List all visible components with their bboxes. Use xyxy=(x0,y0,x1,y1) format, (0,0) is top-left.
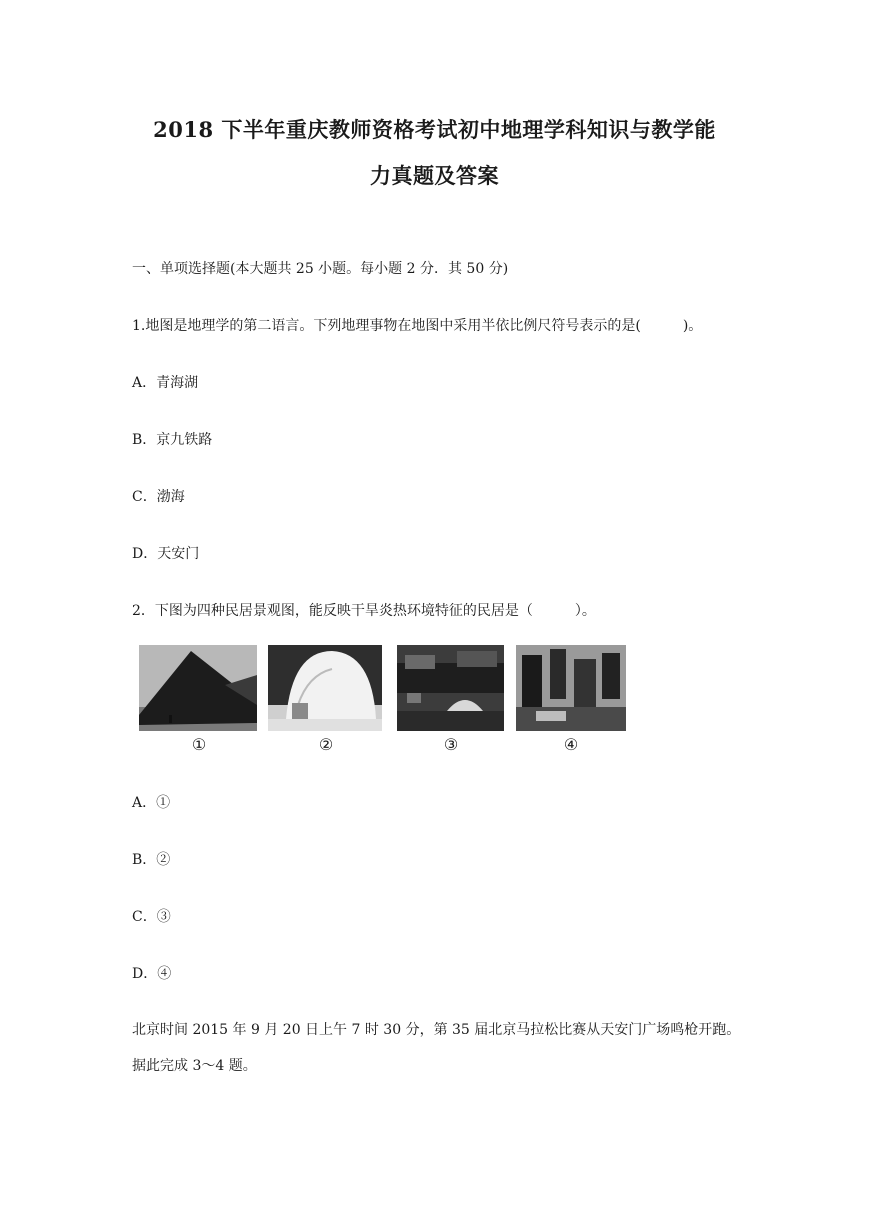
question-2-option-b: B．② xyxy=(132,852,171,868)
question-1-option-a: A．青海湖 xyxy=(132,375,199,391)
question-1-option-b: B．京九铁路 xyxy=(132,432,213,448)
page-title-line-2: 力真题及答案 xyxy=(370,163,499,188)
section-heading: 一、单项选择题(本大题共 25 小题。每小题 2 分．其 50 分) xyxy=(132,261,509,277)
dwelling-photo-1 xyxy=(139,645,257,731)
question-1-option-d: D．天安门 xyxy=(132,546,200,562)
question-1-option-c: C．渤海 xyxy=(132,489,185,505)
passage-line-2: 据此完成 3～4 题。 xyxy=(132,1058,257,1074)
figure-label-2: ② xyxy=(318,735,334,754)
question-2-option-d: D．④ xyxy=(132,966,172,982)
passage-line-1: 北京时间 2015 年 9 月 20 日上午 7 时 30 分，第 35 届北京马拉松比赛从天安门广场鸣枪开跑。 xyxy=(132,1022,741,1038)
question-1-stem: 1.地图是地理学的第二语言。下列地理事物在地图中采用半依比例尺符号表示的是( )。 xyxy=(132,318,703,334)
question-2-option-a: A．① xyxy=(132,795,171,811)
question-2-stem: 2．下图为四种民居景观图，能反映干旱炎热环境特征的民居是（ ）。 xyxy=(132,603,596,619)
figure-label-4: ④ xyxy=(563,735,579,754)
dwelling-photo-3 xyxy=(397,645,504,731)
figure-label-1: ① xyxy=(191,735,207,754)
dwelling-photo-4 xyxy=(516,645,626,731)
figure-label-3: ③ xyxy=(443,735,459,754)
dwelling-photo-2 xyxy=(268,645,382,731)
page-title-line-1: 2018 下半年重庆教师资格考试初中地理学科知识与教学能 xyxy=(153,117,716,142)
question-2-option-c: C．③ xyxy=(132,909,171,925)
